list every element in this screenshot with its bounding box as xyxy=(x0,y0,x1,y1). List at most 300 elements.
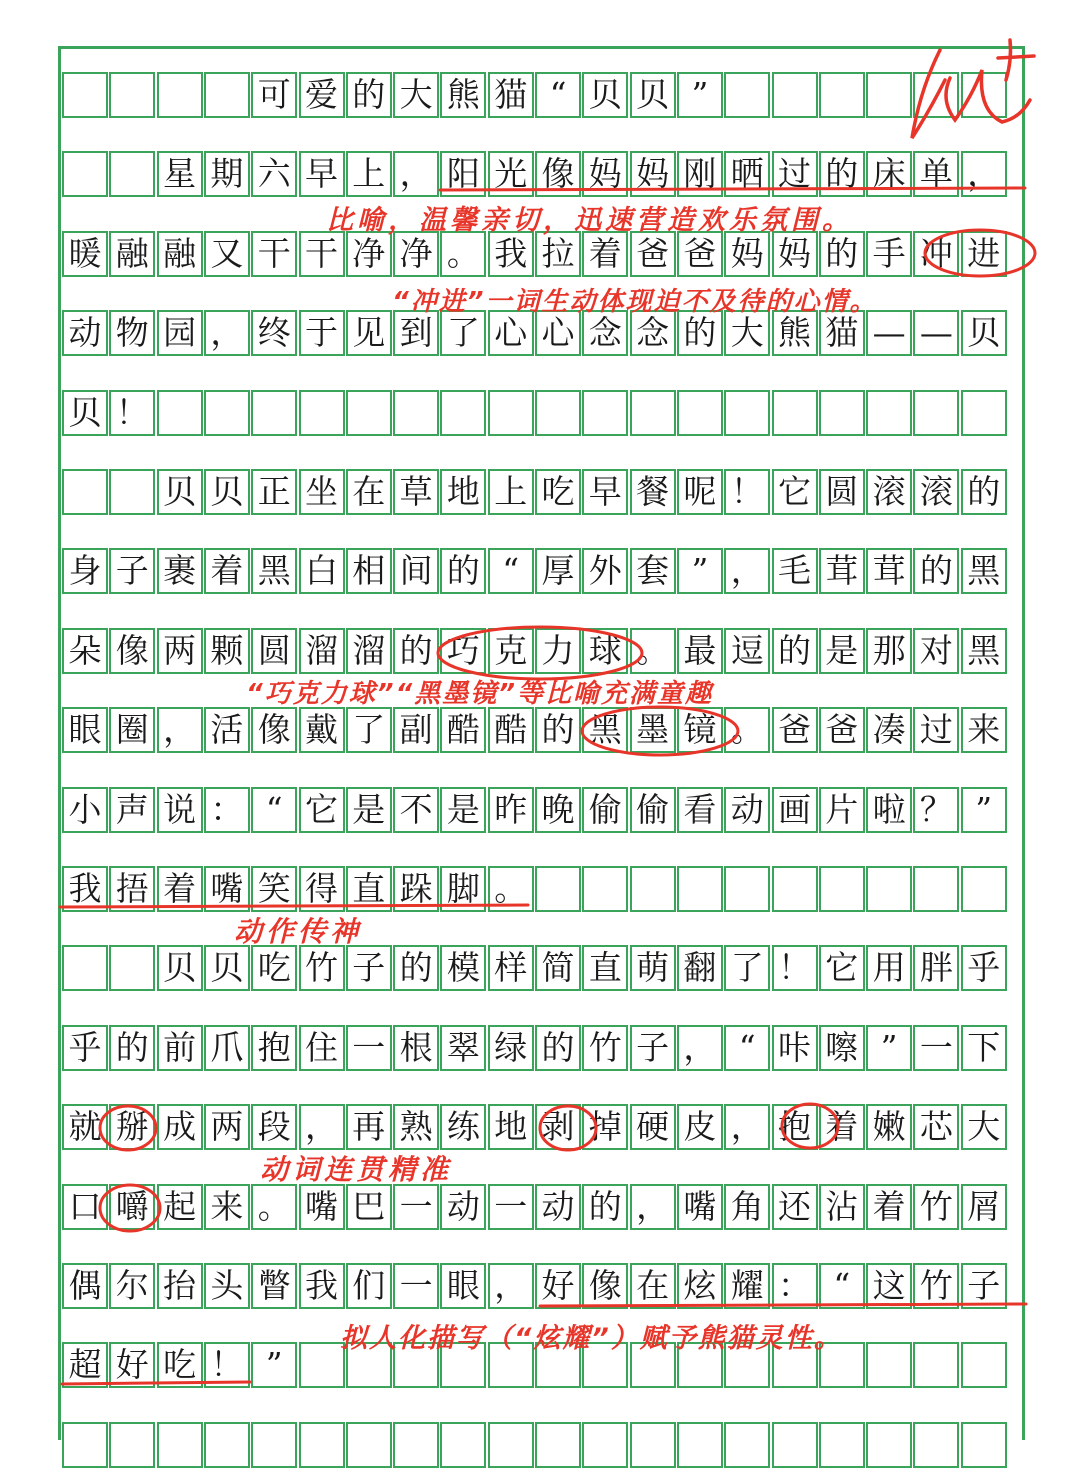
grid-cell xyxy=(251,1422,297,1468)
grid-cell xyxy=(62,151,108,197)
essay-character: 它 xyxy=(778,472,811,511)
essay-character: 偷 xyxy=(636,789,670,829)
essay-character: 阳 xyxy=(446,154,480,194)
essay-character: 熊 xyxy=(446,75,480,114)
essay-character: 来 xyxy=(210,1186,244,1226)
grid-cell xyxy=(677,1422,723,1468)
essay-character: 着 xyxy=(210,551,244,591)
essay-character: 溜 xyxy=(352,630,386,670)
essay-character: 的 xyxy=(588,1186,622,1226)
essay-character: 心 xyxy=(494,313,528,353)
essay-character: 贝 xyxy=(210,472,244,511)
essay-character: 光 xyxy=(494,154,528,194)
essay-character: 头 xyxy=(210,1266,244,1305)
essay-character: 瞥 xyxy=(257,1266,291,1305)
annotation-vivid-action: 动作传神 xyxy=(234,915,363,948)
grid-cell xyxy=(346,390,392,436)
essay-character: 模 xyxy=(446,948,480,988)
essay-character: 不 xyxy=(399,789,433,829)
grid-cell xyxy=(866,1342,912,1388)
essay-character: 黑 xyxy=(588,710,622,750)
essay-character: 炫 xyxy=(683,1266,717,1305)
grid-cell xyxy=(913,1422,959,1468)
essay-character: 两 xyxy=(210,1107,244,1147)
essay-character: 上 xyxy=(494,472,528,511)
annotation-simile-sunlight: 比喻，温馨亲切，迅速营造欢乐氛围。 xyxy=(326,205,853,236)
essay-character: 是 xyxy=(352,789,386,829)
essay-character: 贝 xyxy=(967,313,1001,353)
essay-character: 晚 xyxy=(541,789,575,829)
essay-character: — xyxy=(919,313,953,353)
essay-character: 嘴 xyxy=(210,869,244,908)
essay-character: 大 xyxy=(730,313,764,353)
essay-character: 相 xyxy=(352,551,386,591)
essay-character: 昨 xyxy=(494,789,528,829)
essay-character: “ xyxy=(738,1027,756,1067)
essay-character: 得 xyxy=(305,869,338,908)
essay-character: 贝 xyxy=(636,75,670,114)
essay-character: 绿 xyxy=(494,1027,528,1067)
grid-cell xyxy=(204,72,250,118)
grid-cell xyxy=(913,390,959,436)
essay-character: 融 xyxy=(115,233,149,273)
essay-character: 抬 xyxy=(163,1266,197,1305)
essay-character: 净 xyxy=(352,233,386,273)
essay-character: 一 xyxy=(919,1027,953,1067)
grid-cell xyxy=(204,390,250,436)
essay-character: 动 xyxy=(541,1186,575,1226)
essay-character: 副 xyxy=(399,710,433,750)
essay-character: 对 xyxy=(919,630,953,670)
essay-character: 妈 xyxy=(778,233,811,273)
grid-cell xyxy=(819,390,865,436)
essay-character: 到 xyxy=(399,313,433,353)
grid-cell xyxy=(866,1422,912,1468)
essay-character: 着 xyxy=(588,233,622,273)
essay-character: 妈 xyxy=(588,154,622,194)
essay-character: “ xyxy=(265,789,283,829)
essay-character: 好 xyxy=(115,1345,149,1385)
essay-character: 我 xyxy=(494,233,528,273)
essay-character: 嘴 xyxy=(683,1186,717,1226)
grid-cell xyxy=(677,866,723,912)
essay-character: 爸 xyxy=(778,710,811,750)
essay-character: 胖 xyxy=(919,948,953,988)
essay-character: ” xyxy=(691,75,709,114)
grid-cell xyxy=(109,945,155,991)
essay-character: 们 xyxy=(352,1266,386,1305)
grid-cell xyxy=(535,866,581,912)
grid-cell xyxy=(913,1342,959,1388)
essay-character: 着 xyxy=(872,1186,906,1226)
essay-character: 动 xyxy=(446,1186,480,1226)
essay-character: 一 xyxy=(352,1027,386,1067)
essay-character: 着 xyxy=(163,869,197,908)
essay-character: 净 xyxy=(399,233,433,273)
essay-character: 在 xyxy=(352,472,386,511)
essay-character: 圆 xyxy=(825,472,859,511)
essay-character: 于 xyxy=(305,313,338,353)
essay-character: 口 xyxy=(68,1186,102,1226)
essay-character: 子 xyxy=(967,1266,1001,1305)
grid-frame-line xyxy=(58,46,61,1440)
essay-character: 超 xyxy=(68,1345,102,1385)
essay-character: 是 xyxy=(446,789,480,829)
essay-character: 偶 xyxy=(68,1266,102,1305)
essay-character: 子 xyxy=(115,551,149,591)
essay-character: 捂 xyxy=(115,869,149,908)
grid-cell xyxy=(677,390,723,436)
essay-character: 那 xyxy=(872,630,906,670)
essay-character: 贝 xyxy=(163,948,197,988)
grid-cell xyxy=(961,72,1007,118)
annotation-personification: 拟人化描写（“炫耀”）赋予熊猫灵性。 xyxy=(340,1323,843,1354)
grid-cell xyxy=(582,866,628,912)
essay-character: — xyxy=(872,313,906,353)
grid-cell xyxy=(961,390,1007,436)
essay-character: 黑 xyxy=(967,630,1001,670)
grid-cell xyxy=(724,1422,770,1468)
grid-cell xyxy=(204,1422,250,1468)
grid-cell xyxy=(772,866,818,912)
essay-character: 我 xyxy=(68,869,102,908)
essay-character: 贝 xyxy=(588,75,622,114)
essay-character: 六 xyxy=(257,154,291,194)
essay-character: 的 xyxy=(399,630,433,670)
essay-character: 克 xyxy=(494,630,528,670)
essay-character: 念 xyxy=(636,313,670,353)
essay-character: ， xyxy=(163,710,197,750)
essay-character: 爱 xyxy=(305,75,338,114)
essay-character: 活 xyxy=(210,710,244,750)
grid-cell xyxy=(440,390,486,436)
essay-character: 皮 xyxy=(683,1107,717,1147)
essay-character: 贝 xyxy=(163,472,197,511)
grid-cell xyxy=(488,1422,534,1468)
essay-character: 见 xyxy=(352,313,386,353)
essay-character: 大 xyxy=(967,1107,1001,1147)
essay-character: 刚 xyxy=(683,154,717,194)
essay-character: ， xyxy=(730,1107,764,1147)
essay-character: ！ xyxy=(115,392,149,432)
essay-character: 吃 xyxy=(541,472,575,511)
essay-character: 住 xyxy=(305,1027,338,1067)
grid-cell xyxy=(109,1422,155,1468)
essay-character: 再 xyxy=(352,1107,386,1147)
essay-character: 墨 xyxy=(636,710,670,750)
essay-character: ， xyxy=(967,154,1001,194)
grid-cell xyxy=(772,390,818,436)
essay-character: 像 xyxy=(257,710,291,750)
essay-character: 这 xyxy=(872,1266,906,1305)
essay-character: 剥 xyxy=(541,1107,575,1147)
grid-cell xyxy=(866,866,912,912)
essay-character: 套 xyxy=(636,551,670,591)
essay-character: 毛 xyxy=(778,551,811,591)
essay-character: 吃 xyxy=(257,948,291,988)
essay-character: 它 xyxy=(305,789,338,829)
essay-character: 说 xyxy=(163,789,197,829)
essay-character: 嚓 xyxy=(825,1027,859,1067)
essay-character: 嫩 xyxy=(872,1107,906,1147)
grid-cell xyxy=(299,390,345,436)
essay-character: 像 xyxy=(588,1266,622,1305)
essay-character: 的 xyxy=(541,710,575,750)
grid-cell xyxy=(535,1422,581,1468)
essay-character: 来 xyxy=(967,710,1001,750)
grid-cell xyxy=(62,72,108,118)
essay-character: 外 xyxy=(588,551,622,591)
essay-character: 圆 xyxy=(257,630,291,670)
essay-character: ： xyxy=(210,789,244,829)
essay-character: 尔 xyxy=(115,1266,149,1305)
essay-character: 的 xyxy=(967,472,1001,511)
essay-character: ！ xyxy=(210,1345,244,1385)
grid-cell xyxy=(535,390,581,436)
essay-character: 戴 xyxy=(305,710,338,750)
essay-character: 脚 xyxy=(446,869,480,908)
grid-cell xyxy=(440,1422,486,1468)
essay-character: 过 xyxy=(919,710,953,750)
grid-cell xyxy=(630,1422,676,1468)
essay-character: 竹 xyxy=(919,1266,953,1305)
essay-character: 的 xyxy=(683,313,717,353)
essay-character: ？ xyxy=(919,789,953,829)
grid-cell xyxy=(724,72,770,118)
essay-character: 镜 xyxy=(683,710,717,750)
essay-character: 熟 xyxy=(399,1107,433,1147)
grid-cell xyxy=(724,866,770,912)
essay-character: ， xyxy=(683,1027,717,1067)
essay-character: 嘴 xyxy=(305,1186,338,1226)
essay-character: 成 xyxy=(163,1107,197,1147)
essay-character: 晒 xyxy=(730,154,764,194)
essay-character: 动 xyxy=(68,313,102,353)
essay-character: 它 xyxy=(825,948,859,988)
essay-character: 地 xyxy=(446,472,480,511)
essay-character: 餐 xyxy=(636,472,670,511)
grid-cell xyxy=(961,1342,1007,1388)
essay-character: 竹 xyxy=(305,948,338,988)
grid-cell xyxy=(866,390,912,436)
essay-character: 终 xyxy=(257,313,291,353)
grid-cell xyxy=(251,390,297,436)
essay-character: 的 xyxy=(115,1027,149,1067)
essay-character: 根 xyxy=(399,1027,433,1067)
essay-character: 好 xyxy=(541,1266,575,1305)
essay-character: 的 xyxy=(399,948,433,988)
essay-character: 着 xyxy=(825,1107,859,1147)
essay-character: 在 xyxy=(636,1266,670,1305)
essay-character: 笑 xyxy=(257,869,291,908)
essay-character: 竹 xyxy=(588,1027,622,1067)
essay-character: ， xyxy=(494,1266,528,1305)
essay-character: 的 xyxy=(446,551,480,591)
essay-character: 念 xyxy=(588,313,622,353)
essay-character: ： xyxy=(778,1266,811,1305)
grid-frame-line xyxy=(58,46,1025,49)
essay-character: ， xyxy=(399,154,433,194)
essay-character: 厚 xyxy=(541,551,575,591)
essay-character: ” xyxy=(691,551,709,591)
essay-character: ” xyxy=(975,789,993,829)
essay-character: 看 xyxy=(683,789,717,829)
essay-character: 片 xyxy=(825,789,859,829)
essay-character: 凑 xyxy=(872,710,906,750)
essay-character: 融 xyxy=(163,233,197,273)
essay-character: 角 xyxy=(730,1186,764,1226)
essay-character: 巴 xyxy=(352,1186,386,1226)
essay-character: 眼 xyxy=(446,1266,480,1305)
essay-character: 跺 xyxy=(399,869,433,908)
essay-character: 。 xyxy=(636,630,670,670)
essay-character: 间 xyxy=(399,551,433,591)
grid-cell xyxy=(393,390,439,436)
essay-character: 乎 xyxy=(68,1027,102,1067)
essay-character: 画 xyxy=(778,789,811,829)
essay-character: 正 xyxy=(257,472,291,511)
essay-character: ！ xyxy=(730,472,764,511)
essay-character: 地 xyxy=(494,1107,528,1147)
grid-cell xyxy=(62,1422,108,1468)
essay-character: 可 xyxy=(257,75,291,114)
essay-character: 我 xyxy=(305,1266,338,1305)
essay-character: 进 xyxy=(967,233,1001,273)
essay-character: 简 xyxy=(541,948,575,988)
essay-character: ， xyxy=(636,1186,670,1226)
grid-cell xyxy=(961,866,1007,912)
grid-cell xyxy=(299,1342,345,1388)
essay-character: 茸 xyxy=(825,551,859,591)
essay-character: 乎 xyxy=(967,948,1001,988)
essay-character: 。 xyxy=(257,1186,291,1226)
essay-character: 的 xyxy=(825,154,859,194)
essay-character: 的 xyxy=(778,630,811,670)
grid-cell xyxy=(488,390,534,436)
grid-cell xyxy=(819,866,865,912)
essay-character: 的 xyxy=(919,551,953,591)
grid-cell xyxy=(346,1422,392,1468)
essay-character: 早 xyxy=(588,472,622,511)
grid-cell xyxy=(109,469,155,515)
essay-character: 直 xyxy=(588,948,622,988)
essay-character: 爸 xyxy=(636,233,670,273)
essay-character: 裹 xyxy=(163,551,197,591)
grid-cell xyxy=(630,866,676,912)
essay-character: “ xyxy=(549,75,567,114)
grid-cell xyxy=(772,72,818,118)
essay-character: 一 xyxy=(399,1186,433,1226)
essay-character: 了 xyxy=(446,313,480,353)
essay-character: 啦 xyxy=(872,789,906,829)
essay-character: 干 xyxy=(257,233,291,273)
essay-character: 大 xyxy=(399,75,433,114)
grid-cell xyxy=(393,1422,439,1468)
essay-character: 直 xyxy=(352,869,386,908)
essay-character: 像 xyxy=(115,630,149,670)
essay-character: 是 xyxy=(825,630,859,670)
essay-character: 样 xyxy=(494,948,528,988)
annotation-simile-fun: “巧克力球”“黑墨镜”等比喻充满童趣 xyxy=(246,679,713,709)
essay-character: 一 xyxy=(494,1186,528,1226)
essay-character: 偷 xyxy=(588,789,622,829)
essay-character: 床 xyxy=(872,154,906,194)
essay-character: 拉 xyxy=(541,233,575,273)
essay-character: 手 xyxy=(872,233,906,273)
essay-character: 黑 xyxy=(257,551,291,591)
essay-character: 身 xyxy=(68,551,102,591)
grid-cell xyxy=(157,1422,203,1468)
essay-character: 熊 xyxy=(778,313,811,353)
essay-character: 猫 xyxy=(825,313,859,353)
essay-character: 还 xyxy=(778,1186,811,1226)
essay-character: 了 xyxy=(352,710,386,750)
essay-character: 翻 xyxy=(683,948,717,988)
essay-character: “ xyxy=(833,1266,851,1305)
essay-character: 用 xyxy=(872,948,906,988)
essay-character: 像 xyxy=(541,154,575,194)
essay-character: 暖 xyxy=(68,233,102,273)
essay-character: 草 xyxy=(399,472,433,511)
essay-character: 芯 xyxy=(919,1107,953,1147)
grid-cell xyxy=(724,390,770,436)
essay-character: 子 xyxy=(352,948,386,988)
essay-character: 爪 xyxy=(210,1027,244,1067)
essay-character: 吃 xyxy=(163,1345,197,1385)
grid-cell xyxy=(866,72,912,118)
essay-character: 子 xyxy=(636,1027,670,1067)
essay-character: ， xyxy=(305,1107,338,1147)
essay-character: 坐 xyxy=(305,472,338,511)
essay-character: 朵 xyxy=(68,630,102,670)
grid-cell xyxy=(299,1422,345,1468)
essay-character: 茸 xyxy=(872,551,906,591)
essay-character: 眼 xyxy=(68,710,102,750)
essay-character: ” xyxy=(880,1027,898,1067)
essay-character: 了 xyxy=(730,948,764,988)
annotation-verbs: 动词连贯精准 xyxy=(260,1153,453,1186)
essay-character: 滚 xyxy=(919,472,953,511)
essay-character: 萌 xyxy=(636,948,670,988)
grid-cell xyxy=(582,1422,628,1468)
essay-character: 抱 xyxy=(778,1107,811,1147)
grid-cell xyxy=(62,469,108,515)
essay-character: 一 xyxy=(399,1266,433,1305)
essay-character: 单 xyxy=(919,154,953,194)
annotation-word-chongjin: “冲进”一词生动体现迫不及待的心情。 xyxy=(392,287,878,317)
grid-cell xyxy=(157,72,203,118)
grid-cell xyxy=(157,390,203,436)
essay-character: 嚼 xyxy=(115,1186,149,1226)
essay-character: ！ xyxy=(778,948,811,988)
essay-character: 爸 xyxy=(683,233,717,273)
essay-character: 物 xyxy=(115,313,149,353)
essay-character: 贝 xyxy=(68,392,102,432)
essay-character: 耀 xyxy=(730,1266,764,1305)
essay-character: 妈 xyxy=(636,154,670,194)
essay-character: 星 xyxy=(163,154,197,194)
essay-character: 黑 xyxy=(967,551,1001,591)
essay-character: 猫 xyxy=(494,75,528,114)
essay-character: 。 xyxy=(494,869,528,908)
essay-character: 贝 xyxy=(210,948,244,988)
essay-character: 逗 xyxy=(730,630,764,670)
essay-character: 又 xyxy=(210,233,244,273)
essay-character: 前 xyxy=(163,1027,197,1067)
grid-cell xyxy=(819,72,865,118)
essay-character: ， xyxy=(210,313,244,353)
grid-cell xyxy=(630,390,676,436)
